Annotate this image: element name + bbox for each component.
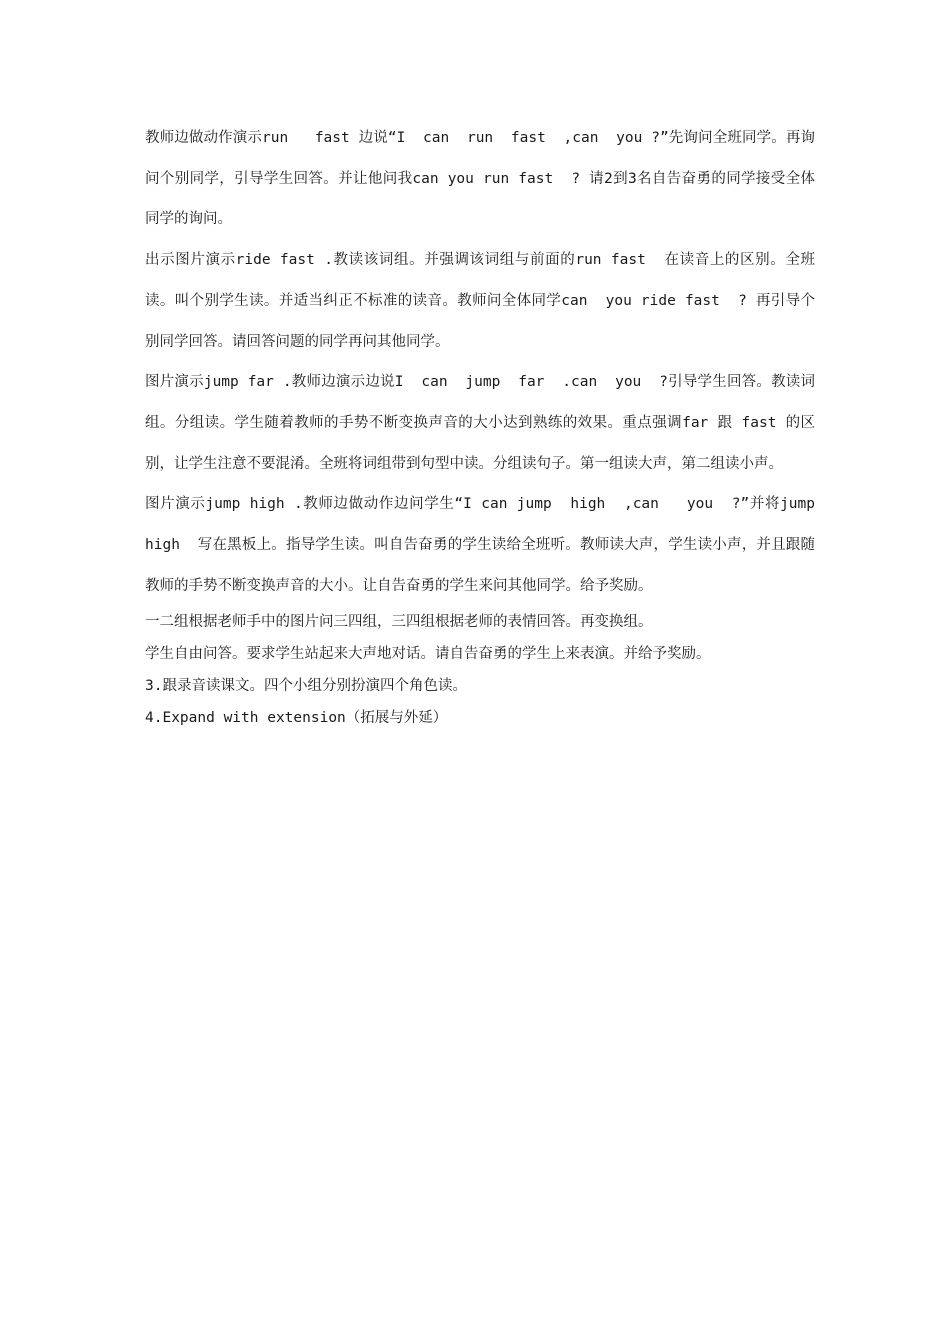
step-4-extension: 4.Expand with extension（拓展与外延） (145, 710, 448, 727)
paragraph-jump-far: 图片演示jump far .教师边演示边说I can jump far .can you ?引导学生回答。教读词组。分组读。学生随着教师的手势不断变换声音的大小达到熟练的效果。重点强调far 跟 fast 的区别，让学生注意不要混淆。全班将词组带到句型中读。分组读句子。第一组读大声，第二组读小声。 (145, 374, 815, 472)
document-body (145, 118, 833, 734)
paragraph-jump-high: 图片演示jump high .教师边做动作边问学生“I can jump high ,can you ?”并将jump high 写在黑板上。指导学生读。叫自告奋勇的学生读给全班听。教师读大声，学生读小声，并且跟随教师的手势不断变换声音的大小。让自告奋勇的学生来问其他同学。给予奖励。 (145, 496, 833, 594)
paragraph-ride-fast: 出示图片演示ride fast .教读该词组。并强调该词组与前面的run fast 在读音上的区别。全班读。叫个别学生读。并适当纠正不标准的读音。教师问全体同学can you ride fast ? 再引导个别同学回答。请回答问题的同学再问其他同学。 (145, 252, 815, 350)
step-3-read-along: 3.跟录音读课文。四个小组分别扮演四个角色读。 (145, 678, 467, 695)
paragraph-group-practice: 一二组根据老师手中的图片问三四组，三四组根据老师的表情回答。再变换组。 (145, 614, 653, 631)
paragraph-run-fast: 教师边做动作演示run fast 边说“I can run fast ,can you ?”先询问全班同学。再询问个别同学，引导学生回答。并让他问我can you run fast ? 请2到3名自告奋勇的同学接受全体同学的询问。 (145, 130, 815, 228)
paragraph-free-dialogue: 学生自由问答。要求学生站起来大声地对话。请自告奋勇的学生上来表演。并给予奖励。 (145, 646, 711, 663)
